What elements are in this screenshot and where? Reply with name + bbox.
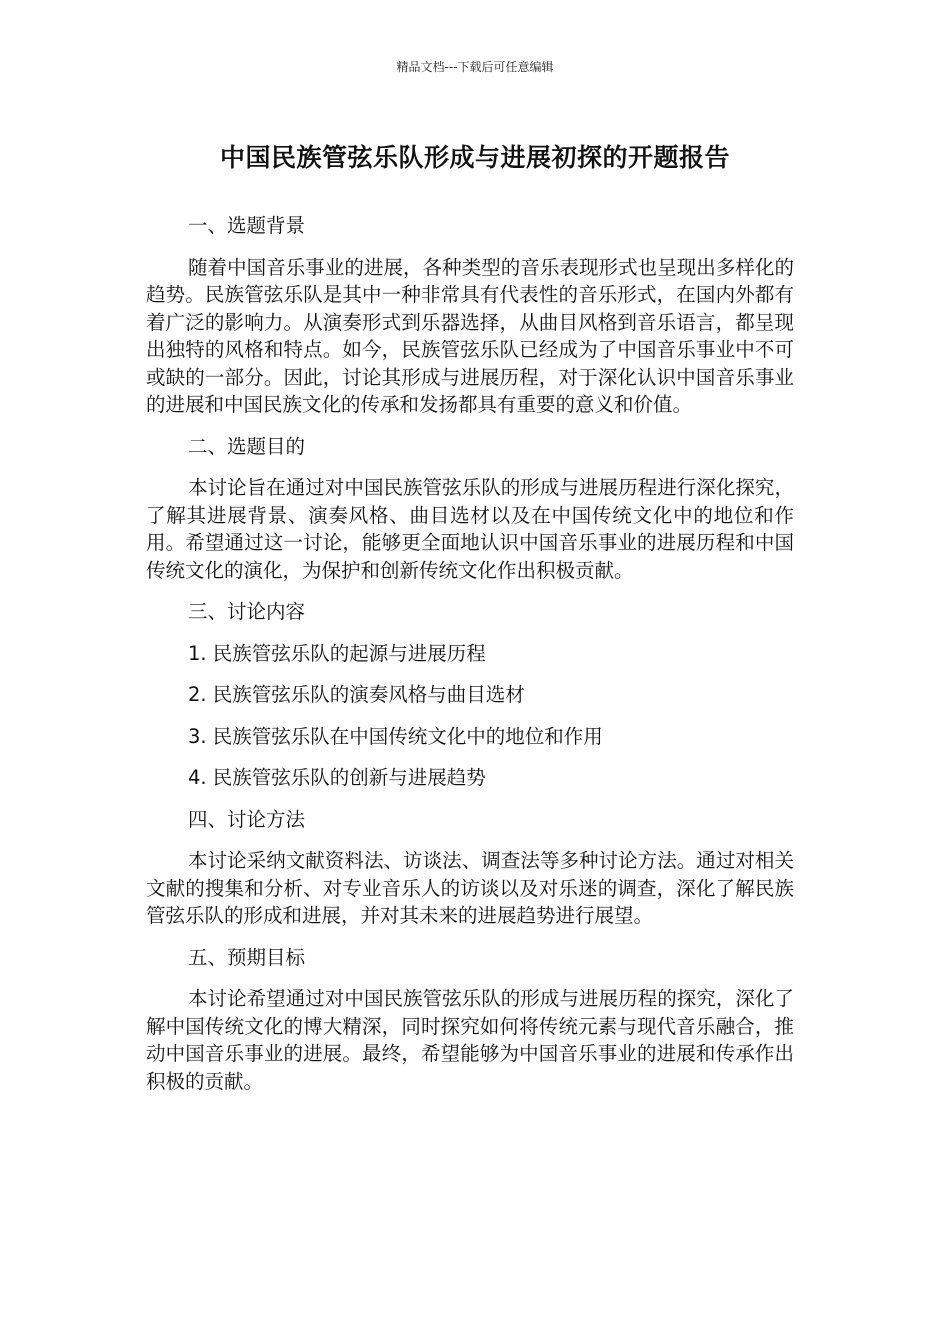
section-heading-purpose: 二、选题目的 [188,434,306,458]
section-paragraph-background: 随着中国音乐事业的进展，各种类型的音乐表现形式也呈现出多样化的趋势。民族管弦乐队是其中一种非常具有代表性的音乐形式，在国内外都有着广泛的影响力。从演奏形式到乐器选择，从曲目风格到音乐语言，都呈现出独特的风格和特点。如今，民族管弦乐队已经成为了中国音乐事业中不可或缺的一部分。因此，讨论其形成与进展历程，对于深化认识中国音乐事业的进展和中国民族文化的传承和发扬都具有重要的意义和价值。 [146,255,794,416]
section-heading-content: 三、讨论内容 [188,600,306,623]
section-heading-background: 一、选题背景 [188,214,306,237]
section-paragraph-method: 本讨论采纳文献资料法、访谈法、调查法等多种讨论方法。通过对相关文献的搜集和分析、对专业音乐人的访谈以及对乐迷的调查，深化了解民族管弦乐队的形成和进展，并对其未来的进展趋势进行展望。 [146,849,794,927]
section-heading-goals: 五、预期目标 [188,945,306,969]
section-paragraph-goals: 本讨论希望通过对中国民族管弦乐队的形成与进展历程的探究，深化了解中国传统文化的博大精深，同时探究如何将传统元素与现代音乐融合，推动中国音乐事业的进展。最终，希望能够为中国音乐事业的进展和传承作出积极的贡献。 [146,987,794,1093]
list-item: 4. 民族管弦乐队的创新与进展趋势 [188,766,486,789]
header-note: 精品文档---下载后可任意编辑 [396,60,554,74]
section-heading-method: 四、讨论方法 [188,807,306,831]
document-body [146,212,794,1109]
section-paragraph-purpose: 本讨论旨在通过对中国民族管弦乐队的形成与进展历程进行深化探究，了解其进展背景、演奏风格、曲目选材以及在中国传统文化中的地位和作用。希望通过这一讨论，能够更全面地认识中国音乐事业的进展历程和中国传统文化的演化，为保护和创新传统文化作出积极贡献。 [146,476,794,582]
list-item: 1. 民族管弦乐队的起源与进展历程 [188,641,486,665]
list-item: 2. 民族管弦乐队的演奏风格与曲目选材 [188,683,525,706]
document-title: 中国民族管弦乐队形成与进展初探的开题报告 [219,143,730,172]
list-item: 3. 民族管弦乐队在中国传统文化中的地位和作用 [188,724,603,748]
